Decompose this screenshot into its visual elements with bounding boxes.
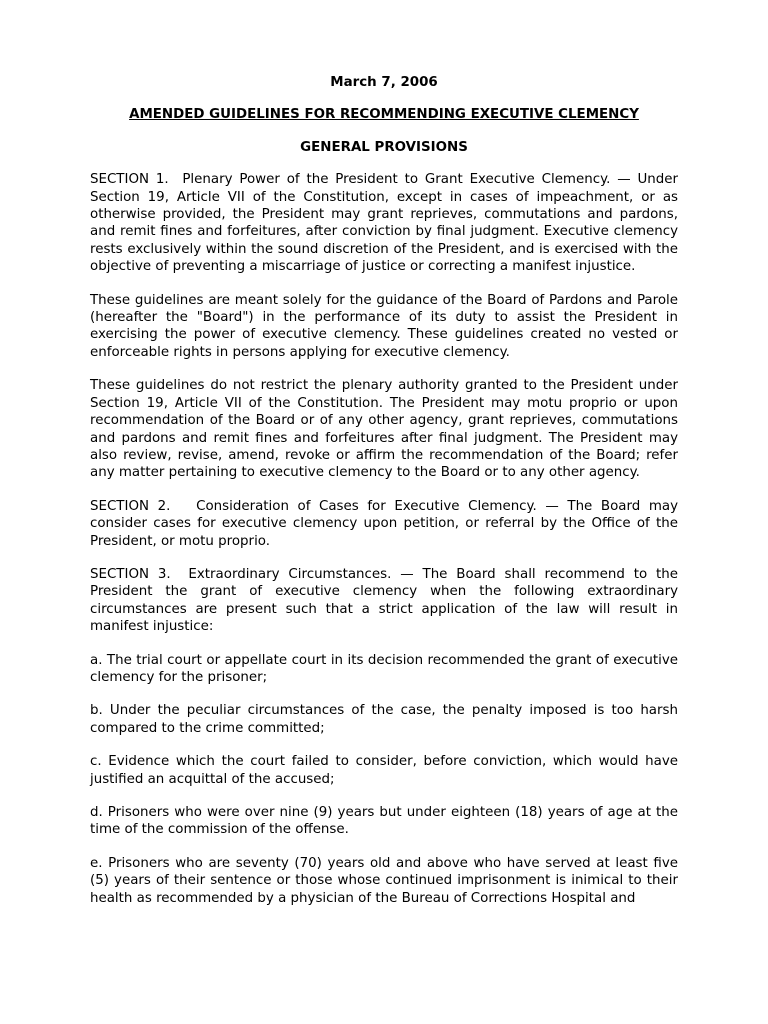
section-1-paragraph [90,171,678,275]
document-page [90,74,678,923]
list-item: d. Prisoners who were over nine (9) years but under eighteen (18) years of age at the time of the commission of the offense. [90,805,678,838]
list-item: c. Evidence which the court failed to consider, before conviction, which would have justified an acquittal of the accused; [90,754,678,787]
guidelines-purpose-paragraph: These guidelines are meant solely for the guidance of the Board of Pardons and Parole (hereafter the "Board") in the performance of its duty to assist the President in exercising the power of executive clemency. These guidelines created no vested or enforceable rights in persons applying for executive clemency. [90,292,678,360]
section-heading-general-provisions: GENERAL PROVISIONS [300,139,468,155]
section-3-text: The Board shall recommend to the President the grant of executive clemency when the following extraordinary circumstances are present such that a strict application of the law will result in manifest injustice: [90,566,678,635]
section-3-heading: SECTION 3. Extraordinary Circumstances. — [90,566,414,582]
document-title: AMENDED GUIDELINES FOR RECOMMENDING EXECUTIVE CLEMENCY [129,107,639,123]
section-3-paragraph [90,566,678,636]
document-date: March 7, 2006 [330,75,438,90]
plenary-authority-paragraph: These guidelines do not restrict the plenary authority granted to the President under Section 19, Article VII of the Constitution. The President may motu proprio or upon recommendation of the Board or of any other agency, grant reprieves, commutations and pardons and remit fines and forfeitures after final judgment. The President may also review, revise, amend, revoke or affirm the recommendation of the Board; refer any matter pertaining to executive clemency to the Board or to any other agency. [90,378,678,481]
section-2-paragraph [90,498,678,550]
section-1-heading: SECTION 1. Plenary Power of the President to Grant Executive Clemency. — [90,172,631,188]
list-item: b. Under the peculiar circumstances of the case, the penalty imposed is too harsh compared to the crime committed; [90,703,678,736]
list-item: e. Prisoners who are seventy (70) years old and above who have served at least five (5) years of their sentence or those whose continued imprisonment is inimical to their health as recommended by a physician of the Bureau of Corrections Hospital and [90,855,678,906]
section-2-heading: SECTION 2. Consideration of Cases for Executive Clemency. — [90,498,559,514]
list-item: a. The trial court or appellate court in its decision recommended the grant of executive clemency for the prisoner; [90,652,678,685]
section-1-text: Under Section 19, Article VII of the Constitution, except in cases of impeachment, or as otherwise provided, the President may grant reprieves, commutations and pardons, and remit fines and forfeitures, after conviction by final judgment. Executive clemency rests exclusively within the sound discretion of the President, and is exercised with the objective of preventing a miscarriage of justice or correcting a manifest injustice. [90,172,678,275]
section-2-text: The Board may consider cases for executive clemency upon petition, or referral by the Office of the President, or motu proprio. [90,498,678,549]
